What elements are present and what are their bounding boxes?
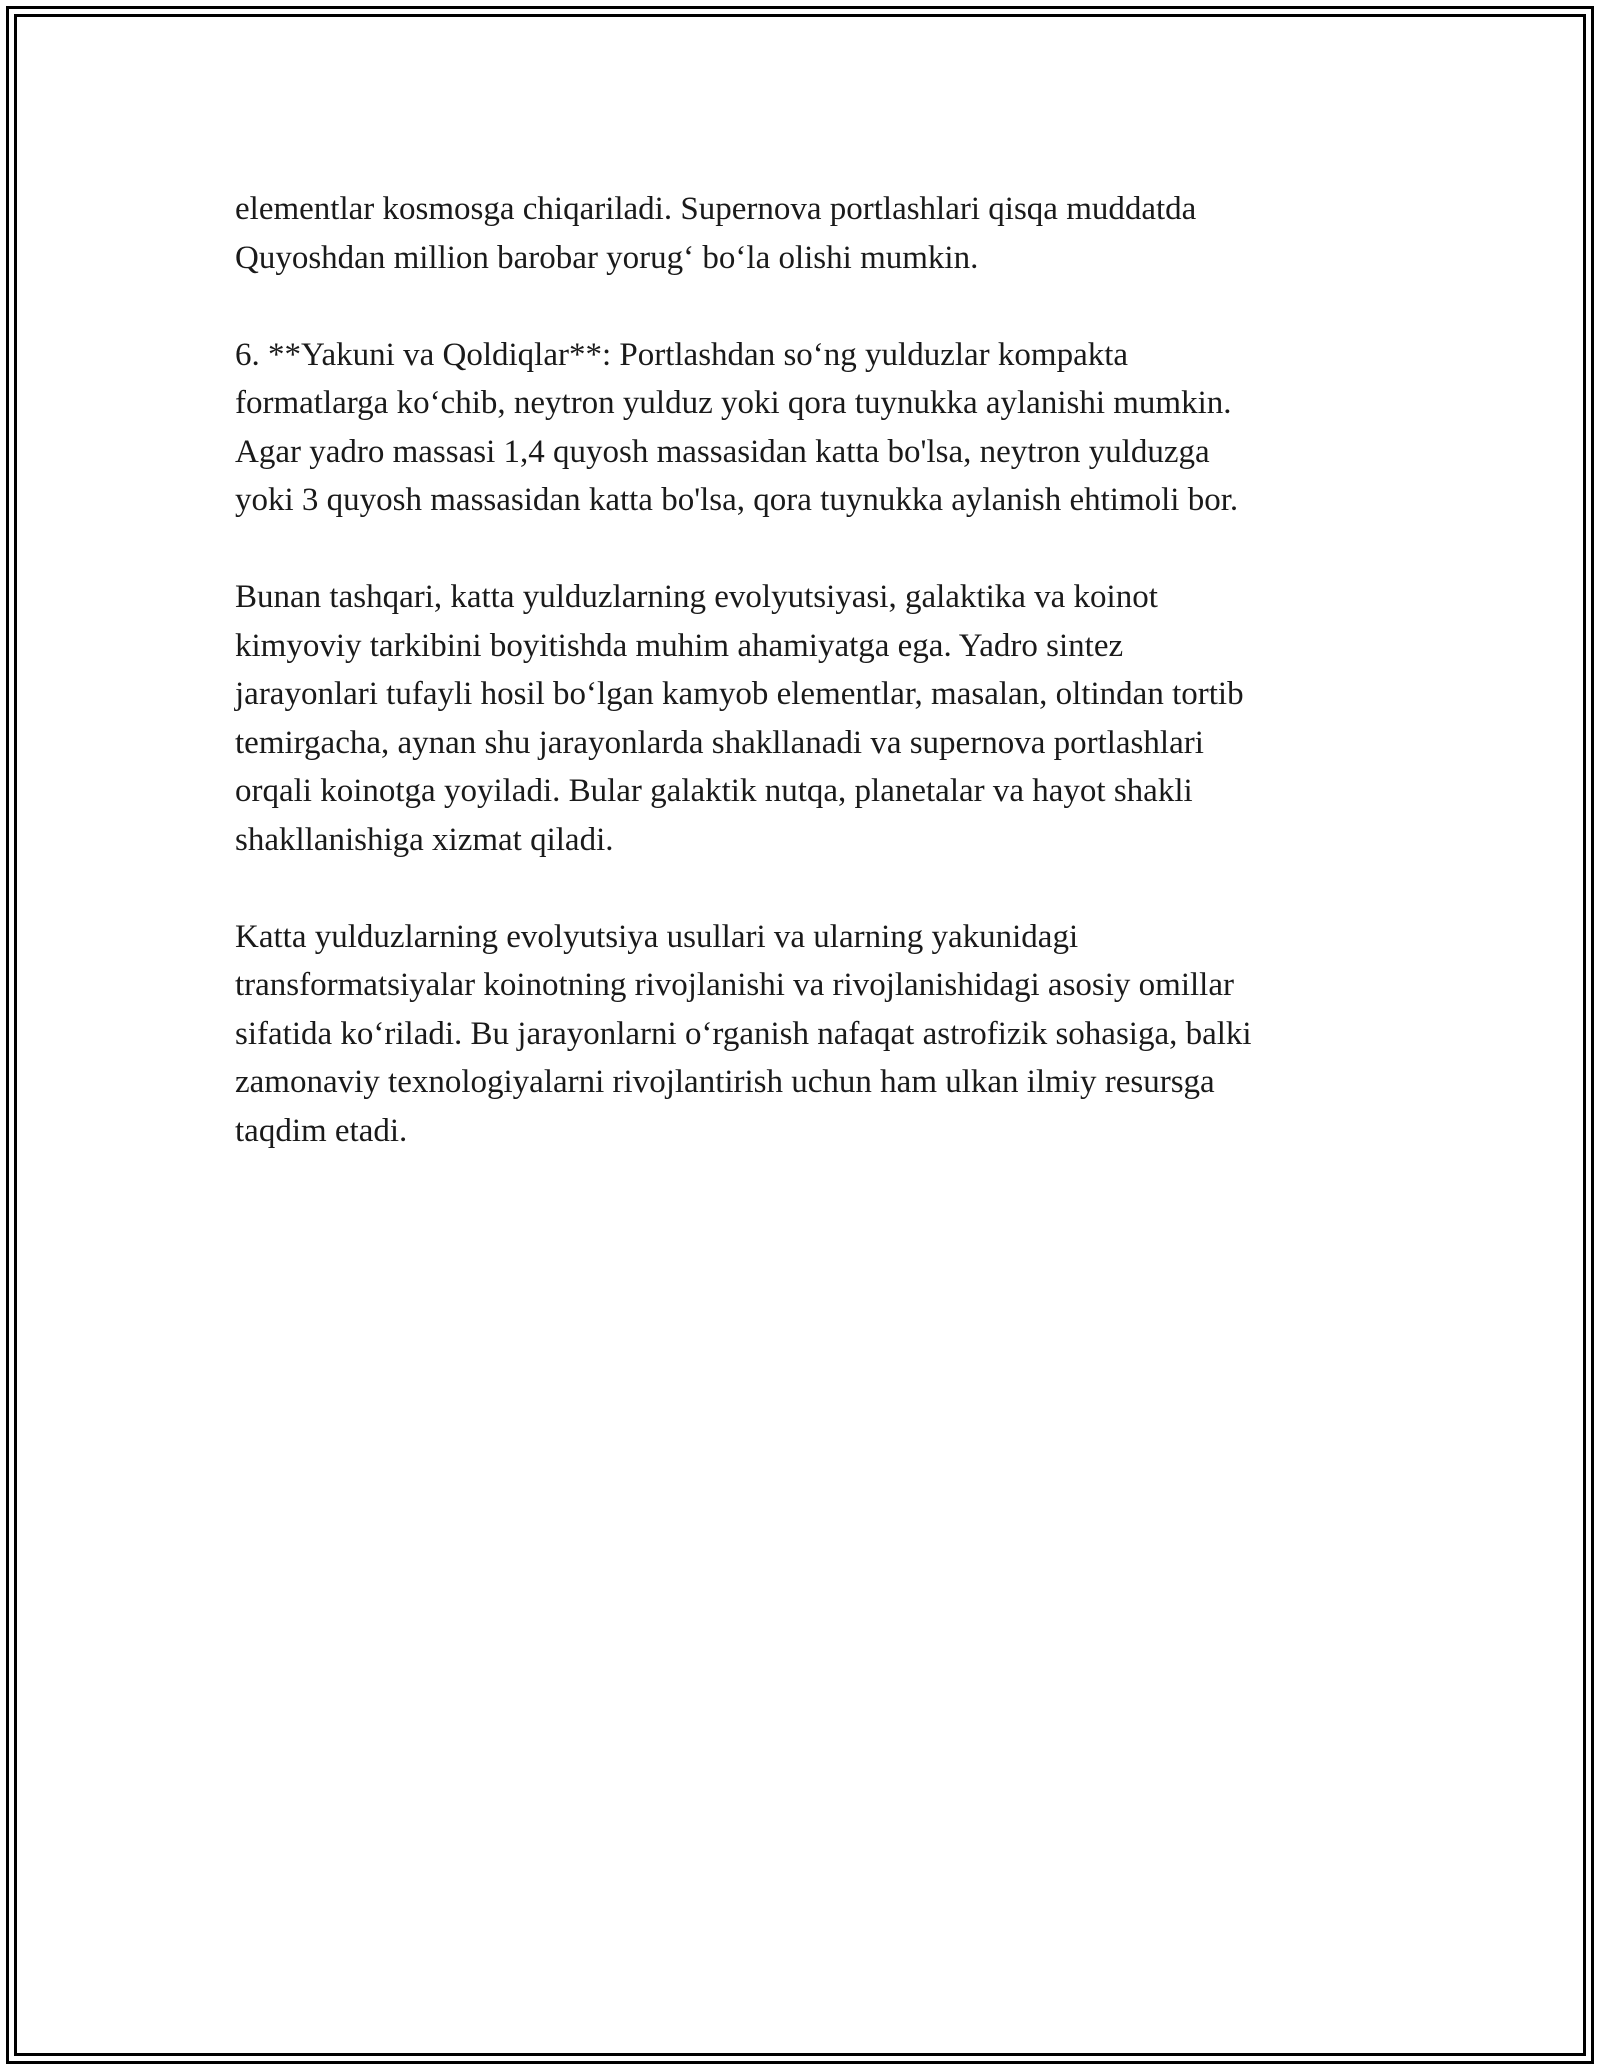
text-line: taqdim etadi.: [235, 1112, 408, 1149]
text-line: yoki 3 quyosh massasidan katta bo'lsa, qora tuynukka aylanish ehtimoli bor.: [235, 482, 1239, 518]
paragraph-remnants: [235, 331, 1375, 525]
paragraph-supernova: [235, 185, 1375, 282]
text-line: shakllanishiga xizmat qiladi.: [235, 821, 614, 858]
text-line: sifatida ko‘riladi. Bu jarayonlarni o‘rganish nafaqat astrofizik sohasiga, balki: [235, 1015, 1252, 1052]
text-line: Quyoshdan million barobar yorug‘ bo‘la olishi mumkin.: [235, 239, 979, 276]
text-line: Katta yulduzlarning evolyutsiya usullari va ularning yakunidagi: [235, 918, 1079, 955]
text-line: formatlarga ko‘chib, neytron yulduz yoki qora tuynukka aylanishi mumkin.: [235, 385, 1232, 421]
text-line: jarayonlari tufayli hosil bo‘lgan kamyob elementlar, masalan, oltindan tortib: [235, 676, 1244, 712]
text-line: transformatsiyalar koinotning rivojlanishi va rivojlanishidagi asosiy omillar: [235, 967, 1234, 1003]
text-line: Agar yadro massasi 1,4 quyosh massasidan katta bo'lsa, neytron yulduzga: [235, 433, 1210, 470]
text-line: zamonaviy texnologiyalarni rivojlantirish uchun ham ulkan ilmiy resursga: [235, 1064, 1215, 1100]
text-line: temirgacha, aynan shu jarayonlarda shakllanadi va supernova portlashlari: [235, 724, 1204, 761]
text-line: Bunan tashqari, katta yulduzlarning evolyutsiyasi, galaktika va koinot: [235, 579, 1158, 615]
paragraph-chemical-enrichment: [235, 573, 1375, 864]
text-line: kimyoviy tarkibini boyitishda muhim ahamiyatga ega. Yadro sintez: [235, 627, 1124, 664]
text-line: orqali koinotga yoyiladi. Bular galaktik nutqa, planetalar va hayot shakli: [235, 773, 1193, 809]
document-body: [235, 185, 1375, 1204]
text-line: elementlar kosmosga chiqariladi. Supernova portlashlari qisqa muddatda: [235, 191, 1197, 227]
text-line: 6. **Yakuni va Qoldiqlar**: Portlashdan so‘ng yulduzlar kompakta: [235, 336, 1129, 373]
paragraph-conclusion: [235, 913, 1375, 1156]
